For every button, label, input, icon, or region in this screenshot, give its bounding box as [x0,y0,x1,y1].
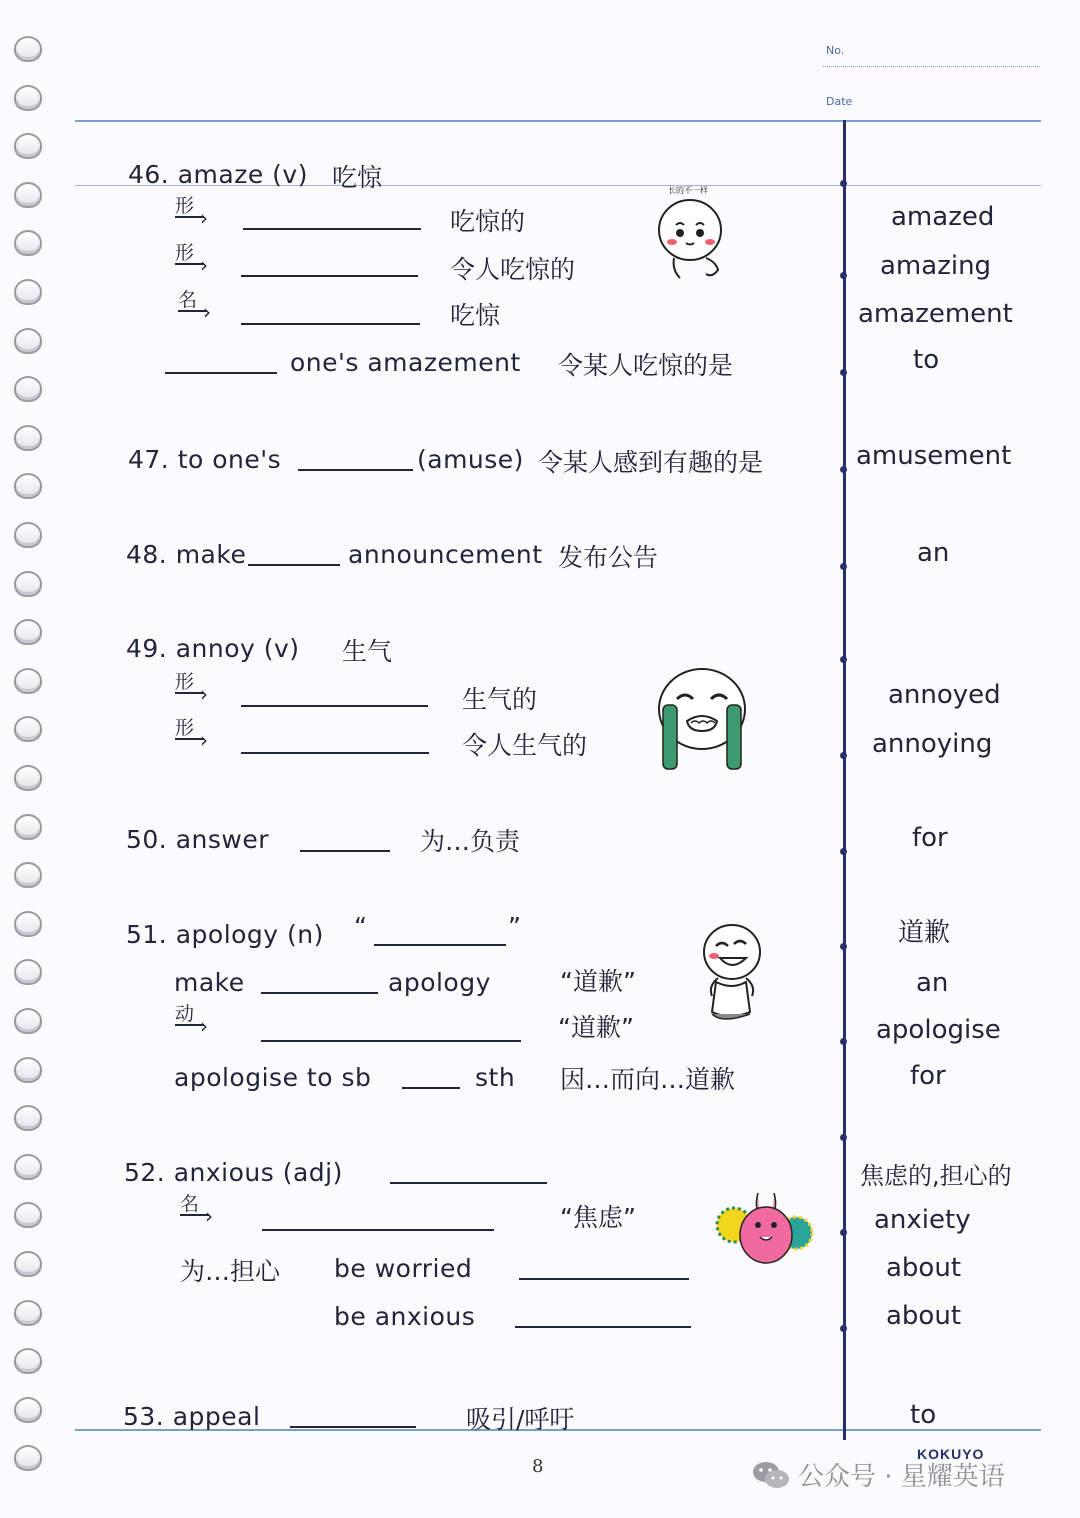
entry-50-pre: 50. answer [126,825,270,854]
divider-dot [840,656,847,663]
pos-arrow [180,1194,209,1216]
answer-52-1: 焦虑的,担心的 [860,1162,1012,1190]
blank [165,372,277,374]
sticker-caption: 长的不一样 [668,186,708,195]
answer-46-4: to [913,345,940,375]
blank [519,1278,689,1280]
entry-49-head-cn: 生气 [342,637,393,666]
answer-49-2: annoying [872,729,993,759]
divider-dot [840,563,847,570]
entry-48-pre: 48. make [126,540,247,569]
blank [402,1087,460,1089]
binder-ring [14,765,42,791]
binder-ring [14,911,42,937]
wechat-icon [752,1460,790,1490]
entry-49-cn1: 生气的 [462,685,538,714]
entry-49-head: 49. annoy (v) [126,634,300,663]
binder-ring [14,1445,42,1471]
entry-52-head: 52. anxious (adj) [124,1158,343,1187]
answer-50: for [912,823,948,853]
entry-46-cn3: 吃惊 [450,301,501,330]
pos-label: 名 › [180,1194,209,1216]
divider-dot [840,943,847,950]
binder-ring [14,1057,42,1083]
pos-label: 形 › [175,672,204,694]
entry-48-post: announcement [348,540,543,569]
divider-dot [840,1325,847,1332]
entry-51-verb-cn: “道歉” [558,1013,634,1042]
pos-arrow [175,243,204,265]
watermark [752,1456,1005,1493]
sobbing-sticker [655,665,749,777]
entry-49-cn2: 令人生气的 [462,731,588,760]
entry-52-line1: be worried [334,1254,473,1283]
pos-label: 形 › [175,718,204,740]
divider-dot [840,848,847,855]
answer-51-1: 道歉 [898,918,951,948]
binder-ring [14,473,42,499]
binder-ring [14,619,42,645]
blank [261,1040,521,1042]
blank [298,469,413,471]
entry-46-phrase: one's amazement [290,348,521,377]
blank [262,1229,494,1231]
binder-ring [14,959,42,985]
binder-ring [14,1105,42,1131]
answer-46-1: amazed [891,202,995,232]
entry-52-worry-cn: 为…担心 [180,1257,281,1286]
binder-ring [14,230,42,256]
blank [390,1182,547,1184]
no-label: No. [826,44,845,57]
blank [515,1326,691,1328]
answer-52-4: about [886,1301,962,1331]
entry-51-phrase-pre: apologise to sb [174,1063,372,1092]
entry-48-cn: 发布公告 [558,543,659,572]
binder-ring [14,36,42,62]
entry-47-hint: (amuse) [417,445,524,474]
grinning-sticker [694,920,768,1030]
pos-arrow [175,718,204,740]
answer-53: to [910,1400,937,1430]
blank [241,752,429,754]
binder-ring [14,716,42,742]
entry-51-phrase-post: sth [475,1063,516,1092]
pos-arrow [175,1004,204,1026]
binder-ring [14,328,42,354]
entry-46-cn2: 令人吃惊的 [450,255,576,284]
pos-arrow [178,290,207,312]
binder-ring [14,814,42,840]
binder-ring [14,376,42,402]
brand-logo: KOKUYO [917,1446,985,1462]
date-label: Date [826,95,853,108]
entry-51-make-cn: “道歉” [560,967,636,996]
entry-52-line2: be anxious [334,1302,476,1331]
pos-label: 动 › [175,1004,204,1026]
entry-51-make-post: apology [388,968,491,997]
entry-47-pre: 47. to one's [128,445,282,474]
entry-51-head: 51. apology (n) [126,920,324,949]
blank [261,992,378,994]
top-rule [75,120,1041,122]
binder-ring [14,1348,42,1374]
binder-ring [14,1251,42,1277]
divider-dot [840,180,847,187]
sticker-face-icon [694,920,768,1026]
pos-label: 名 › [178,290,207,312]
answer-47: amusement [856,441,1012,471]
blank [241,275,418,277]
blank [290,1426,416,1428]
binder-ring [14,85,42,111]
answer-51-2: an [916,968,949,998]
pos-arrow [175,196,204,218]
binder-ring [14,1202,42,1228]
divider-dot [840,1229,847,1236]
binder-ring [14,279,42,305]
blank [300,850,390,852]
entry-53-pre: 53. appeal [123,1402,261,1431]
divider-dot [840,466,847,473]
answer-52-3: about [886,1253,962,1283]
answer-51-4: for [910,1061,946,1091]
entry-52-noun-cn: “焦虑” [560,1203,636,1232]
entry-51-make: make [174,968,245,997]
answer-46-3: amazement [858,299,1013,329]
blank [243,228,421,230]
blank [241,705,428,707]
entry-47-cn: 令某人感到有趣的是 [538,448,764,477]
sticker-face-icon [654,185,734,283]
entry-46-cn1: 吃惊的 [450,207,526,236]
answer-column-divider [843,120,846,1440]
divider-dot [840,752,847,759]
binder-ring [14,182,42,208]
sticker-bunny-icon [712,1185,822,1273]
binder-ring [14,571,42,597]
answer-51-3: apologise [876,1015,1001,1045]
crying-sticker [654,185,734,287]
answer-52-2: anxiety [874,1205,971,1235]
entry-46-phrase-cn: 令某人吃惊的是 [558,351,734,380]
binder-ring [14,1397,42,1423]
binder-ring [14,425,42,451]
divider-dot [840,1038,847,1045]
binder-ring [14,862,42,888]
binder-ring [14,133,42,159]
no-line [823,66,1040,67]
quote-open: “ [354,912,368,941]
pos-label: 形 › [175,196,204,218]
sticker-face-icon [655,665,749,773]
entry-46-head-cn: 吃惊 [332,163,383,192]
entry-51-phrase-cn: 因…而向…道歉 [560,1065,736,1094]
blank [241,323,420,325]
blank [248,564,340,566]
binder-ring [14,668,42,694]
entry-50-cn: 为…负责 [420,827,521,856]
watermark-text: 公众号 · 星耀英语 [798,1462,1005,1492]
pos-arrow [175,672,204,694]
entry-46-head: 46. amaze (v) [128,160,308,189]
cheering-bunny-sticker [712,1185,822,1277]
answer-49-1: annoyed [888,680,1001,710]
divider-dot [840,1134,847,1141]
blank [374,944,506,946]
pos-label: 形 › [175,243,204,265]
binder-ring [14,1300,42,1326]
divider-dot [840,272,847,279]
answer-46-2: amazing [880,251,992,281]
binder-ring [14,1008,42,1034]
binder-ring [14,1154,42,1180]
page-number: 8 [532,1456,544,1477]
entry-53-cn: 吸引/呼吁 [466,1405,575,1434]
divider-dot [840,369,847,376]
answer-48: an [917,538,950,568]
quote-close: ” [508,912,522,941]
binder-ring [14,522,42,548]
